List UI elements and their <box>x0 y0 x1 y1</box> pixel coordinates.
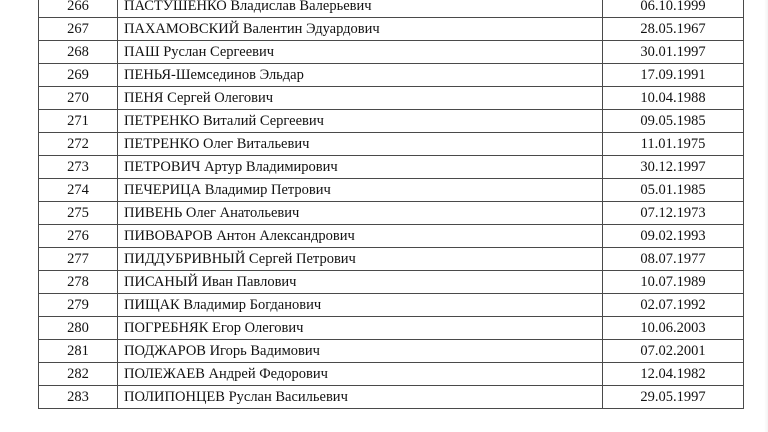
birth-date-cell: 10.07.1989 <box>603 271 744 294</box>
birth-date-cell: 28.05.1967 <box>603 18 744 41</box>
birth-date-cell: 29.05.1997 <box>603 386 744 409</box>
table-row <box>39 0 744 18</box>
persons-table <box>38 0 744 409</box>
birth-date-cell: 06.10.1999 <box>603 0 744 18</box>
full-name-cell: ПОГРЕБНЯК Егор Олегович <box>118 317 603 340</box>
full-name-cell: ПИСАНЫЙ Иван Павлович <box>118 271 603 294</box>
table-row <box>39 87 744 110</box>
full-name-cell: ПИВОВАРОВ Антон Александрович <box>118 225 603 248</box>
table-row <box>39 64 744 87</box>
table-row <box>39 386 744 409</box>
row-number-cell: 279 <box>39 294 118 317</box>
birth-date-cell: 08.07.1977 <box>603 248 744 271</box>
full-name-cell: ПЕТРОВИЧ Артур Владимирович <box>118 156 603 179</box>
full-name-cell: ПЕЧЕРИЦА Владимир Петрович <box>118 179 603 202</box>
table-row <box>39 179 744 202</box>
row-number-cell: 271 <box>39 110 118 133</box>
birth-date-cell: 09.05.1985 <box>603 110 744 133</box>
row-number-cell: 273 <box>39 156 118 179</box>
table-row <box>39 317 744 340</box>
row-number-cell: 281 <box>39 340 118 363</box>
row-number-cell: 278 <box>39 271 118 294</box>
row-number-cell: 280 <box>39 317 118 340</box>
table-row <box>39 225 744 248</box>
table-row <box>39 133 744 156</box>
full-name-cell: ПОДЖАРОВ Игорь Вадимович <box>118 340 603 363</box>
full-name-cell: ПИЩАК Владимир Богданович <box>118 294 603 317</box>
birth-date-cell: 07.12.1973 <box>603 202 744 225</box>
full-name-cell: ПАШ Руслан Сергеевич <box>118 41 603 64</box>
birth-date-cell: 02.07.1992 <box>603 294 744 317</box>
birth-date-cell: 07.02.2001 <box>603 340 744 363</box>
table-row <box>39 18 744 41</box>
full-name-cell: ПЕНЬЯ-Шемсединов Эльдар <box>118 64 603 87</box>
row-number-cell: 268 <box>39 41 118 64</box>
full-name-cell: ПИВЕНЬ Олег Анатольевич <box>118 202 603 225</box>
full-name-cell: ПЕНЯ Сергей Олегович <box>118 87 603 110</box>
birth-date-cell: 10.06.2003 <box>603 317 744 340</box>
row-number-cell: 266 <box>39 0 118 18</box>
table-row <box>39 41 744 64</box>
row-number-cell: 270 <box>39 87 118 110</box>
row-number-cell: 272 <box>39 133 118 156</box>
full-name-cell: ПОЛИПОНЦЕВ Руслан Васильевич <box>118 386 603 409</box>
full-name-cell: ПИДДУБРИВНЫЙ Сергей Петрович <box>118 248 603 271</box>
table-row <box>39 202 744 225</box>
table-row <box>39 248 744 271</box>
table-row <box>39 363 744 386</box>
row-number-cell: 267 <box>39 18 118 41</box>
table-row <box>39 340 744 363</box>
full-name-cell: ПАХАМОВСКИЙ Валентин Эдуардович <box>118 18 603 41</box>
birth-date-cell: 30.01.1997 <box>603 41 744 64</box>
row-number-cell: 275 <box>39 202 118 225</box>
table-row <box>39 294 744 317</box>
birth-date-cell: 10.04.1988 <box>603 87 744 110</box>
birth-date-cell: 17.09.1991 <box>603 64 744 87</box>
full-name-cell: ПЕТРЕНКО Олег Витальевич <box>118 133 603 156</box>
page-edge-shade <box>764 0 768 432</box>
full-name-cell: ПОЛЕЖАЕВ Андрей Федорович <box>118 363 603 386</box>
table-row <box>39 110 744 133</box>
row-number-cell: 277 <box>39 248 118 271</box>
row-number-cell: 276 <box>39 225 118 248</box>
birth-date-cell: 05.01.1985 <box>603 179 744 202</box>
row-number-cell: 283 <box>39 386 118 409</box>
row-number-cell: 282 <box>39 363 118 386</box>
birth-date-cell: 12.04.1982 <box>603 363 744 386</box>
row-number-cell: 274 <box>39 179 118 202</box>
full-name-cell: ПЕТРЕНКО Виталий Сергеевич <box>118 110 603 133</box>
full-name-cell: ПАСТУШЕНКО Владислав Валерьевич <box>118 0 603 18</box>
birth-date-cell: 09.02.1993 <box>603 225 744 248</box>
birth-date-cell: 30.12.1997 <box>603 156 744 179</box>
row-number-cell: 269 <box>39 64 118 87</box>
birth-date-cell: 11.01.1975 <box>603 133 744 156</box>
table-row <box>39 156 744 179</box>
table-row <box>39 271 744 294</box>
